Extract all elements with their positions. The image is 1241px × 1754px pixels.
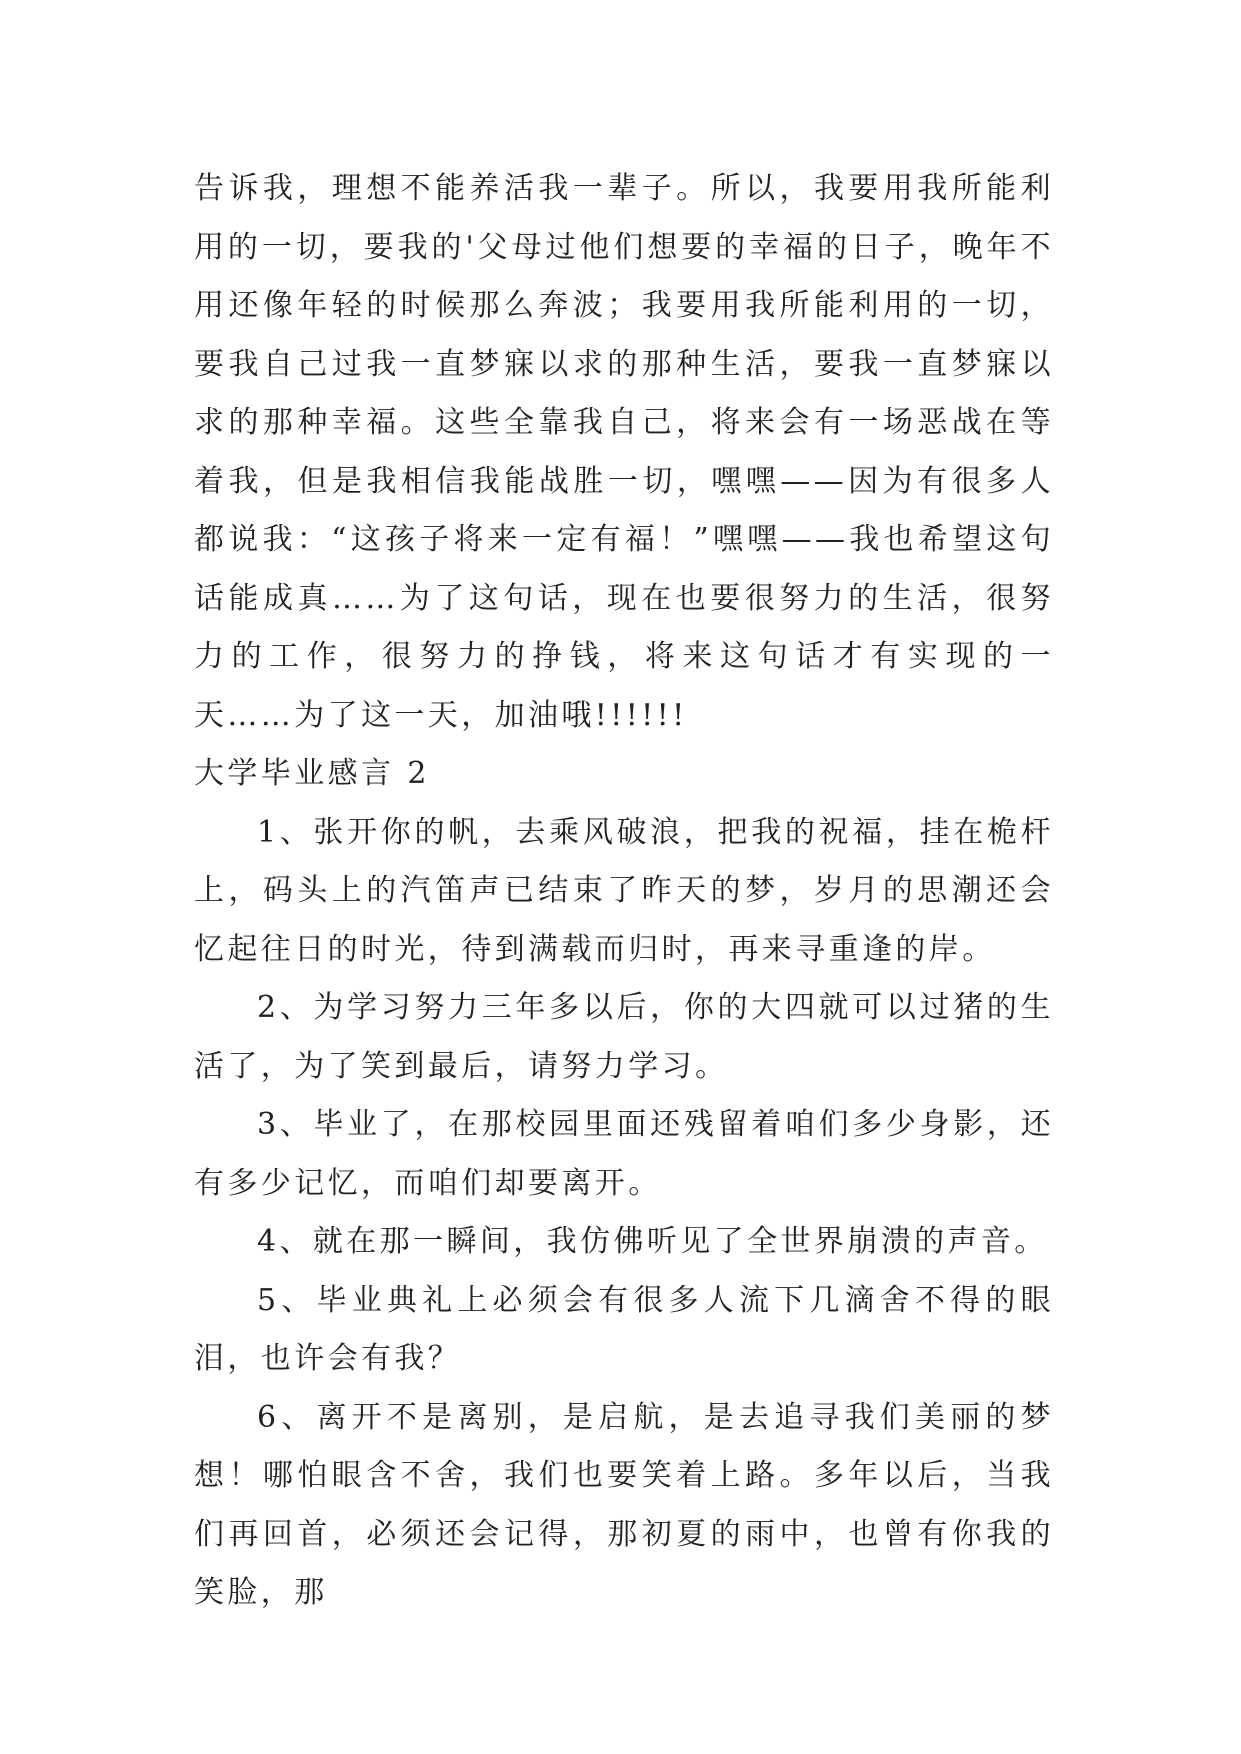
intro-paragraph: 告诉我，理想不能养活我一辈子。所以，我要用我所能利用的一切，要我的'父母过他们想要的幸福的日子，晚年不用还像年轻的时候那么奔波；我要用我所能利用的一切，要我自己过我一直梦寐以求的那种生活，要我一直梦寐以求的那种幸福。这些全靠我自己，将来会有一场恶战在等着我，但是我相信我能战胜一切，嘿嘿——因为有很多人都说我：“这孩子将来一定有福！”嘿嘿——我也希望这句话能成真……为了这句话，现在也要很努力的生活，很努力的工作，很努力的挣钱，将来这句话才有实现的一天……为了这一天，加油哦!!!!!!: [194, 171, 1054, 733]
list-item: 1、张开你的帆，去乘风破浪，把我的祝福，挂在桅杆上，码头上的汽笛声已结束了昨天的梦，岁月的思潮还会忆起往日的时光，待到满载而归时，再来寻重逢的岸。: [194, 814, 1054, 967]
document-body: [194, 160, 1054, 1623]
list-item: 4、就在那一瞬间，我仿佛听见了全世界崩溃的声音。: [257, 1224, 1048, 1259]
list-item: 5、毕业典礼上必须会有很多人流下几滴舍不得的眼泪，也许会有我？: [194, 1282, 1054, 1376]
list-item: 2、为学习努力三年多以后，你的大四就可以过猪的生活了，为了笑到最后，请努力学习。: [194, 990, 1054, 1084]
section-title: 大学毕业感言 2: [194, 756, 430, 791]
list-item: 6、离开不是离别，是启航，是去追寻我们美丽的梦想！哪怕眼含不舍，我们也要笑着上路。多年以后，当我们再回首，必须还会记得，那初夏的雨中，也曾有你我的笑脸，那: [194, 1399, 1054, 1610]
list-item: 3、毕业了，在那校园里面还残留着咱们多少身影，还有多少记忆，而咱们却要离开。: [194, 1107, 1054, 1201]
